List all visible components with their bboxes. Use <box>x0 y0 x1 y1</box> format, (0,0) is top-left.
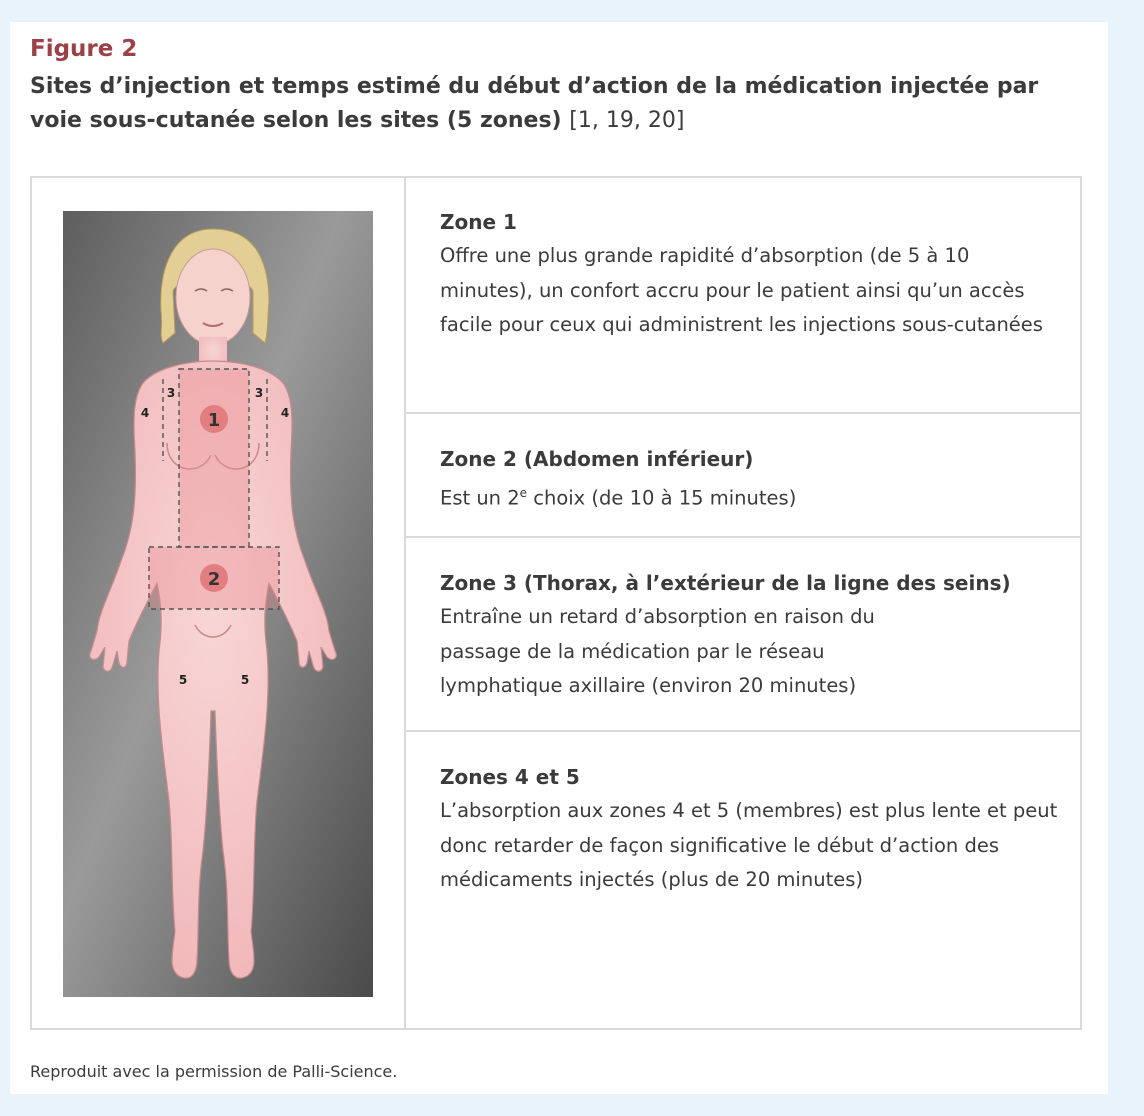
zone-2-marker: 2 <box>207 569 221 590</box>
figure-card <box>10 22 1108 1094</box>
face-shape <box>176 249 250 345</box>
body-illustration <box>63 211 373 997</box>
zone-4-left-marker: 4 <box>140 406 150 420</box>
permission-note: Reproduit avec la permission de Palli-Science. <box>30 1062 398 1081</box>
zone-heading: Zones 4 et 5 <box>440 765 580 789</box>
figure-title <box>30 70 1090 138</box>
zone-description: Entraîne un retard d’absorption en raison du passage de la médication par le réseau lymphatique axillaire (environ 20 minutes) <box>440 605 875 697</box>
figure-references: [1, 19, 20] <box>569 108 685 133</box>
zone-4-5-row <box>406 732 1080 1028</box>
zone-description: Est un 2e choix (de 10 à 15 minutes) <box>440 486 797 510</box>
zone-1-marker: 1 <box>207 410 221 431</box>
zone-3-row <box>406 538 1080 732</box>
zone-heading: Zone 2 (Abdomen inférieur) <box>440 447 754 471</box>
zone-1-area <box>179 369 249 547</box>
zone-description: Offre une plus grande rapidité d’absorption (de 5 à 10 minutes), un confort accru pour le patient ainsi qu’un accès facile pour ceux qui administrent les injections sous-cutanées <box>440 244 1043 336</box>
figure-label: Figure 2 <box>30 36 138 62</box>
zone-5-left-marker: 5 <box>178 673 188 687</box>
zone-2-row <box>406 414 1080 538</box>
figure-title-text: Sites d’injection et temps estimé du début d’action de la médication injectée par voie sous-cutanée selon les sites (5 zones) <box>30 74 1039 133</box>
zone-description: L’absorption aux zones 4 et 5 (membres) est plus lente et peut donc retarder de façon significative le début d’action des médicaments injectés (plus de 20 minutes) <box>440 799 1058 891</box>
zone-4-right-marker: 4 <box>280 406 290 420</box>
zone-1-row <box>406 178 1080 414</box>
zone-heading: Zone 1 <box>440 210 517 234</box>
zone-5-right-marker: 5 <box>240 673 250 687</box>
zone-3-right-marker: 3 <box>254 386 264 400</box>
zone-3-left-marker: 3 <box>166 386 176 400</box>
zone-heading: Zone 3 (Thorax, à l’extérieur de la ligne des seins) <box>440 571 1011 595</box>
zones-table <box>30 176 1082 1030</box>
